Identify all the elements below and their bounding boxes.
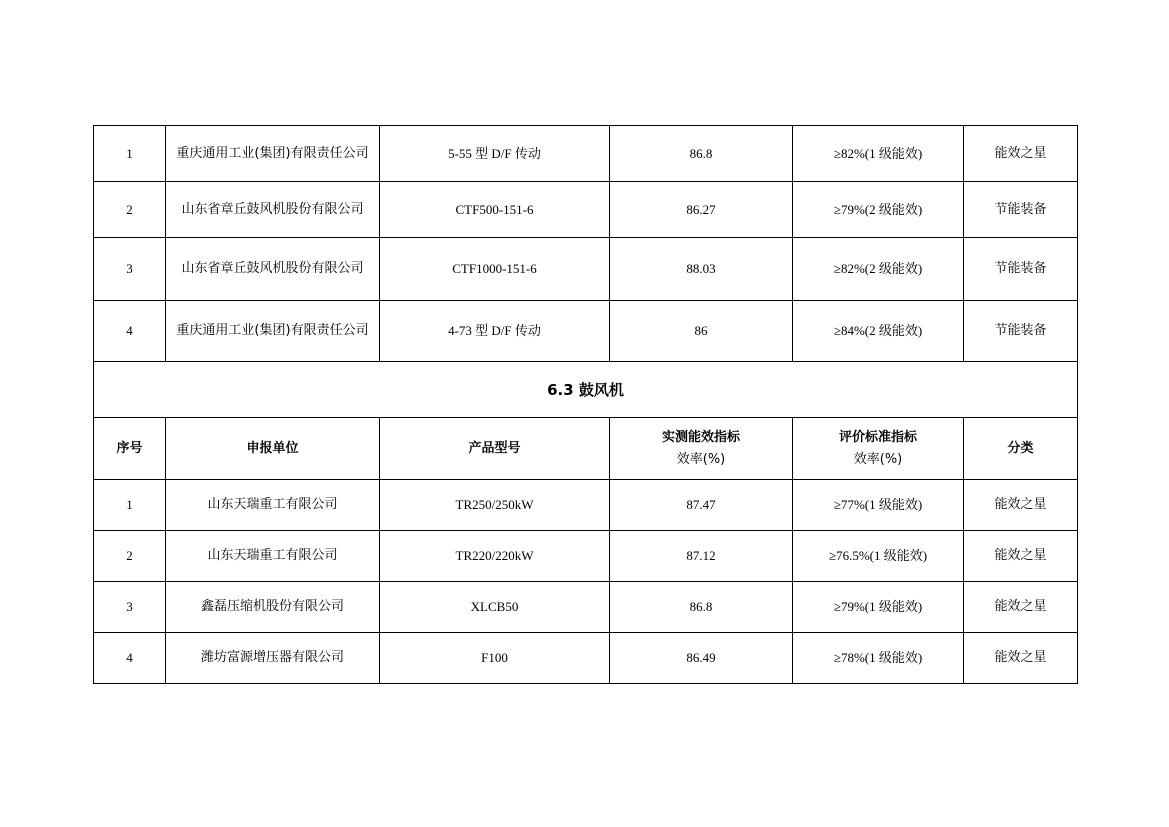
measured-efficiency-cell: 86.49 [610,633,793,684]
table-row [94,238,1078,301]
measured-efficiency-cell: 88.03 [610,238,793,301]
measured-efficiency-cell: 86.8 [610,126,793,182]
company-cell: 重庆通用工业(集团)有限责任公司 [166,126,380,182]
table-row [94,126,1078,182]
category-cell: 节能装备 [964,238,1078,301]
table-row [94,182,1078,238]
header-company: 申报单位 [166,418,380,480]
model-cell: XLCB50 [380,582,610,633]
model-cell: 5-55 型 D/F 传动 [380,126,610,182]
header-row [94,418,1078,480]
standard-efficiency-cell: ≥77%(1 级能效) [793,480,964,531]
category-cell: 能效之星 [964,126,1078,182]
measured-efficiency-cell: 86.8 [610,582,793,633]
row-number: 2 [94,182,166,238]
table-row [94,633,1078,684]
header-category: 分类 [964,418,1078,480]
row-number: 2 [94,531,166,582]
header-measured [610,418,793,480]
standard-efficiency-cell: ≥79%(2 级能效) [793,182,964,238]
standard-efficiency-cell: ≥79%(1 级能效) [793,582,964,633]
header-measured-label: 实测能效指标 [661,429,740,445]
company-cell: 山东省章丘鼓风机股份有限公司 [166,182,380,238]
category-cell: 节能装备 [964,182,1078,238]
standard-efficiency-cell: ≥82%(1 级能效) [793,126,964,182]
measured-efficiency-cell: 87.12 [610,531,793,582]
row-number: 3 [94,238,166,301]
row-number: 1 [94,480,166,531]
category-cell: 节能装备 [964,301,1078,362]
company-cell: 山东天瑞重工有限公司 [166,531,380,582]
measured-efficiency-cell: 86 [610,301,793,362]
model-cell: 4-73 型 D/F 传动 [380,301,610,362]
company-cell: 重庆通用工业(集团)有限责任公司 [166,301,380,362]
row-number: 3 [94,582,166,633]
measured-efficiency-cell: 86.27 [610,182,793,238]
company-cell: 鑫磊压缩机股份有限公司 [166,582,380,633]
standard-efficiency-cell: ≥76.5%(1 级能效) [793,531,964,582]
category-cell: 能效之星 [964,633,1078,684]
table-row [94,582,1078,633]
model-cell: TR250/250kW [380,480,610,531]
section-heading-row [94,362,1078,418]
category-cell: 能效之星 [964,582,1078,633]
row-number: 1 [94,126,166,182]
header-model: 产品型号 [380,418,610,480]
row-number: 4 [94,633,166,684]
table-row [94,480,1078,531]
company-cell: 山东天瑞重工有限公司 [166,480,380,531]
category-cell: 能效之星 [964,531,1078,582]
header-standard-unit: 效率(%) [853,451,903,467]
table-row [94,531,1078,582]
header-standard-label: 评价标准指标 [838,429,917,445]
model-cell: CTF500-151-6 [380,182,610,238]
category-cell: 能效之星 [964,480,1078,531]
header-no: 序号 [94,418,166,480]
section-title: 6.3 鼓风机 [94,362,1078,418]
energy-efficiency-table [93,125,1078,684]
row-number: 4 [94,301,166,362]
company-cell: 山东省章丘鼓风机股份有限公司 [166,238,380,301]
company-cell: 潍坊富源增压器有限公司 [166,633,380,684]
standard-efficiency-cell: ≥84%(2 级能效) [793,301,964,362]
standard-efficiency-cell: ≥82%(2 级能效) [793,238,964,301]
measured-efficiency-cell: 87.47 [610,480,793,531]
header-standard [793,418,964,480]
model-cell: TR220/220kW [380,531,610,582]
model-cell: CTF1000-151-6 [380,238,610,301]
header-measured-unit: 效率(%) [676,451,726,467]
table-row [94,301,1078,362]
standard-efficiency-cell: ≥78%(1 级能效) [793,633,964,684]
model-cell: F100 [380,633,610,684]
